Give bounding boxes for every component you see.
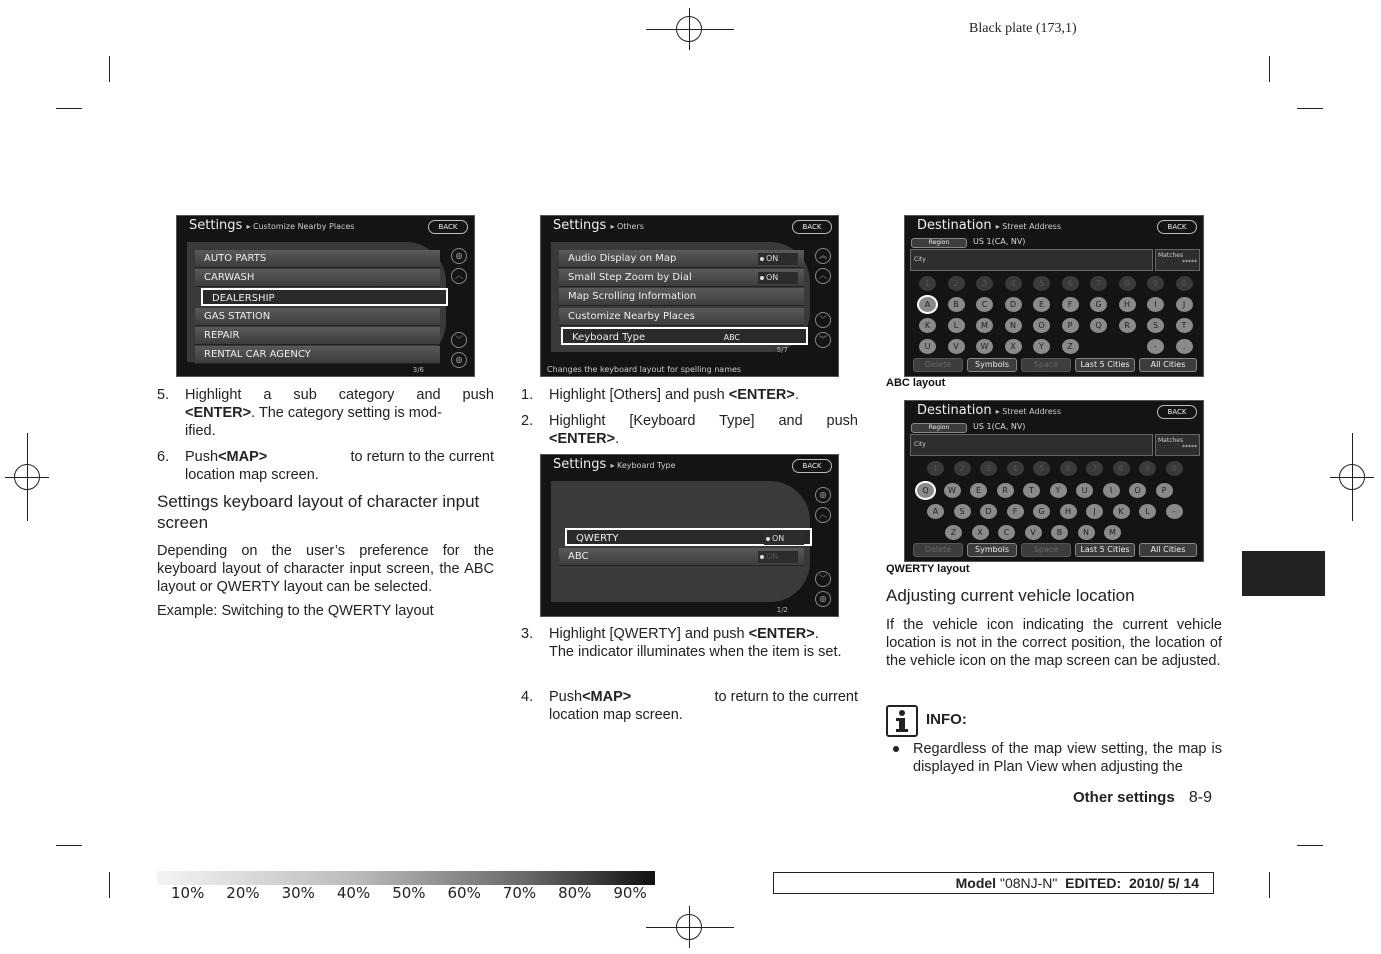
key-row1-8[interactable]: O <box>1129 483 1146 498</box>
space-button[interactable]: Space <box>1021 358 1071 372</box>
step-6-text: Push <MAP> to return to the current location map screen. <box>185 449 494 483</box>
key-digits-9[interactable]: 0 <box>1166 461 1183 476</box>
section-footer <box>1073 789 1212 807</box>
region-button[interactable]: Region <box>911 423 967 433</box>
crop-mark <box>1297 108 1323 109</box>
scroll-up-icon[interactable]: ︿ <box>815 507 831 523</box>
scroll-top-icon[interactable]: ◎ <box>451 248 467 264</box>
key-digits-4[interactable]: 5 <box>1033 461 1050 476</box>
key-row2-8[interactable]: S <box>1147 318 1164 333</box>
screen-title: Settings ▸ Keyboard Type <box>553 457 676 472</box>
key-digits-3[interactable]: 4 <box>1007 461 1024 476</box>
page-number: 8-9 <box>1188 789 1212 806</box>
percent-label: 30% <box>281 884 315 902</box>
symbols-button[interactable]: Symbols <box>967 543 1017 557</box>
percent-label: 20% <box>226 884 260 902</box>
on-indicator: ON <box>758 253 798 265</box>
back-button[interactable]: BACK <box>1157 220 1197 234</box>
key-row3-6[interactable]: M <box>1104 525 1121 540</box>
crop-mark <box>109 56 110 82</box>
key-row2-4[interactable]: O <box>1033 318 1050 333</box>
screen-title: Destination ▸ Street Address <box>917 403 1062 418</box>
registration-circle <box>676 914 702 940</box>
key-row2-0[interactable]: A <box>927 504 944 519</box>
step-number: 4. <box>521 689 534 705</box>
key-row2-7[interactable]: K <box>1113 504 1130 519</box>
key-row1-2[interactable]: E <box>970 483 987 498</box>
city-input[interactable] <box>910 434 1153 456</box>
step-5-text: Highlight a sub category and push <ENTER>. The category setting is mod- ified. <box>185 387 494 439</box>
info-label: INFO: <box>926 711 967 728</box>
step-number: 6. <box>157 449 170 465</box>
menu-item-dealership[interactable]: DEALERSHIP <box>201 288 448 306</box>
key-digits-2[interactable]: 3 <box>976 276 993 291</box>
registration-circle <box>1339 464 1365 490</box>
delete-button[interactable]: Delete <box>913 543 963 557</box>
on-indicator: ON <box>764 533 804 545</box>
key-digits-2[interactable]: 3 <box>980 461 997 476</box>
qwerty-keyboard-screen <box>904 400 1204 562</box>
menu-item-map-scrolling-info[interactable]: Map Scrolling Information <box>559 288 804 306</box>
key-digits-7[interactable]: 8 <box>1113 461 1130 476</box>
key-row1-1[interactable]: B <box>948 297 965 312</box>
key-row2-6[interactable]: J <box>1086 504 1103 519</box>
key-row3-2[interactable]: W <box>976 339 993 354</box>
key-row2-0[interactable]: K <box>919 318 936 333</box>
key-digits-6[interactable]: 7 <box>1090 276 1107 291</box>
screen-title: Settings ▸ Others <box>553 218 644 233</box>
step-2-text: Highlight [Keyboard Type] and push <ENTER>. <box>549 413 858 447</box>
symbols-button[interactable]: Symbols <box>967 358 1017 372</box>
screen-title: Settings ▸ Customize Nearby Places <box>189 218 355 233</box>
key-digits-3[interactable]: 4 <box>1005 276 1022 291</box>
key-digits-0[interactable]: 1 <box>927 461 944 476</box>
key-row3-5[interactable]: N <box>1078 525 1095 540</box>
section-paragraph: Depending on the user’s preference for the keyboard layout of character input screen, the ABC layout or QWERTY layout can be selected. <box>157 543 494 595</box>
menu-item-audio-display[interactable]: Audio Display on Map ON <box>559 250 804 268</box>
key-digits-4[interactable]: 5 <box>1033 276 1050 291</box>
scroll-up-icon[interactable]: ︿ <box>451 268 467 284</box>
matches-box: Matches ***** <box>1155 249 1200 271</box>
region-value: US 1(CA, NV) <box>973 422 1026 431</box>
crop-mark <box>1269 872 1270 898</box>
scroll-up-icon[interactable]: ︿ <box>815 268 831 284</box>
settings-nearby-places-screen <box>176 215 475 377</box>
qwerty-layout-caption: QWERTY layout <box>886 563 970 575</box>
back-button[interactable]: BACK <box>428 220 468 234</box>
step-number: 1. <box>521 387 534 403</box>
key-row2-2[interactable]: M <box>976 318 993 333</box>
crop-mark <box>56 845 82 846</box>
back-button[interactable]: BACK <box>792 220 832 234</box>
registration-circle <box>14 464 40 490</box>
key-row3-0[interactable]: Z <box>945 525 962 540</box>
key-row3-3[interactable]: X <box>1005 339 1022 354</box>
key-row2-1[interactable]: L <box>948 318 965 333</box>
key-row1-0[interactable]: A <box>919 297 936 312</box>
percent-label: 50% <box>392 884 426 902</box>
key-row1-8[interactable]: I <box>1147 297 1164 312</box>
menu-item-repair[interactable]: REPAIR <box>195 327 440 345</box>
key-row1-0[interactable]: Q <box>917 483 934 498</box>
menu-item-customize-nearby[interactable]: Customize Nearby Places <box>559 308 804 326</box>
all-cities-button[interactable]: All Cities <box>1139 543 1197 557</box>
key-row1-5[interactable]: Y <box>1050 483 1067 498</box>
key-row3-0[interactable]: U <box>919 339 936 354</box>
key-digits-8[interactable]: 9 <box>1139 461 1156 476</box>
screen-title: Destination ▸ Street Address <box>917 218 1062 233</box>
menu-item-qwerty[interactable]: QWERTY ON <box>565 528 812 546</box>
percent-label: 60% <box>447 884 481 902</box>
key-row3-4[interactable]: B <box>1051 525 1068 540</box>
key-row1-5[interactable]: F <box>1062 297 1079 312</box>
key-row1-4[interactable]: E <box>1033 297 1050 312</box>
page-indicator: 1/2 <box>776 606 788 614</box>
scroll-top-icon[interactable]: ◎ <box>815 487 831 503</box>
key-row1-1[interactable]: W <box>944 483 961 498</box>
key-row2-5[interactable]: H <box>1060 504 1077 519</box>
key-row2-6[interactable]: Q <box>1090 318 1107 333</box>
example-text: Example: Switching to the QWERTY layout <box>157 603 434 619</box>
crop-mark <box>1297 845 1323 846</box>
scroll-bottom-icon[interactable]: ◎ <box>815 591 831 607</box>
key-digits-1[interactable]: 2 <box>954 461 971 476</box>
scroll-top-icon[interactable]: ︽ <box>815 248 831 264</box>
step-number: 2. <box>521 413 534 429</box>
key-row2-9[interactable]: - <box>1166 504 1183 519</box>
section-name: Other settings <box>1073 789 1175 806</box>
last-5-cities-button[interactable]: Last 5 Cities <box>1075 543 1135 557</box>
step-number: 5. <box>157 387 170 403</box>
bullet-icon <box>893 746 899 752</box>
key-row2-4[interactable]: G <box>1033 504 1050 519</box>
key-row3-2[interactable]: C <box>998 525 1015 540</box>
page-indicator: 3/6 <box>412 366 424 374</box>
registration-circle <box>676 16 702 42</box>
keyboard-type-value: ABC <box>723 333 740 342</box>
step-4-text: Push <MAP> to return to the current location map screen. <box>549 689 858 723</box>
all-cities-button[interactable]: All Cities <box>1139 358 1197 372</box>
scroll-down-icon[interactable]: ﹀ <box>815 312 831 328</box>
on-indicator: ON <box>758 272 798 284</box>
key-digits-5[interactable]: 6 <box>1060 461 1077 476</box>
key-row3-3[interactable]: V <box>1025 525 1042 540</box>
key-row3-9[interactable]: . <box>1176 339 1193 354</box>
percent-label: 10% <box>171 884 205 902</box>
key-digits-6[interactable]: 7 <box>1086 461 1103 476</box>
plate-label: Black plate (173,1) <box>969 21 1077 36</box>
percent-label: 40% <box>336 884 371 902</box>
menu-item-small-step-zoom[interactable]: Small Step Zoom by Dial ON <box>559 269 804 287</box>
key-row3-1[interactable]: V <box>948 339 965 354</box>
step-number: 3. <box>521 626 534 642</box>
key-digits-8[interactable]: 9 <box>1147 276 1164 291</box>
step-1-text: Highlight [Others] and push <ENTER>. <box>549 387 799 403</box>
percent-label: 70% <box>502 884 537 902</box>
key-digits-7[interactable]: 8 <box>1119 276 1136 291</box>
on-indicator: ON <box>758 551 798 563</box>
matches-box: Matches ***** <box>1155 434 1200 456</box>
page-indicator: 5/7 <box>776 346 788 354</box>
back-button[interactable]: BACK <box>792 459 832 473</box>
key-row2-1[interactable]: S <box>954 504 971 519</box>
section-paragraph: If the vehicle icon indicating the current vehicle location is not in the correct position, the location of the vehicle icon on the map screen can be adjusted. <box>886 617 1222 669</box>
abc-keyboard-screen <box>904 215 1204 377</box>
scroll-down-icon[interactable]: ﹀ <box>451 332 467 348</box>
space-button[interactable]: Space <box>1021 543 1071 557</box>
scroll-bottom-icon[interactable]: ◎ <box>451 352 467 368</box>
gray-scale-bar <box>157 871 655 885</box>
info-icon <box>886 705 918 737</box>
menu-item-rental-car-agency[interactable]: RENTAL CAR AGENCY <box>195 346 440 364</box>
percent-label: 80% <box>558 884 592 902</box>
help-text: Changes the keyboard layout for spelling names <box>547 365 742 374</box>
key-row2-3[interactable]: F <box>1007 504 1024 519</box>
crop-mark <box>56 108 82 109</box>
key-row1-9[interactable]: P <box>1156 483 1173 498</box>
key-digits-5[interactable]: 6 <box>1062 276 1079 291</box>
city-label: City <box>914 441 926 448</box>
settings-keyboard-type-screen <box>540 454 839 617</box>
key-row1-3[interactable]: D <box>1005 297 1022 312</box>
menu-item-carwash[interactable]: CARWASH <box>195 269 440 287</box>
delete-button[interactable]: Delete <box>913 358 963 372</box>
key-row2-3[interactable]: N <box>1005 318 1022 333</box>
menu-item-abc[interactable]: ABC ON <box>559 548 804 566</box>
key-row2-7[interactable]: R <box>1119 318 1136 333</box>
menu-item-keyboard-type[interactable]: Keyboard Type ABC <box>561 327 808 345</box>
region-button[interactable]: Region <box>911 238 967 248</box>
info-bullet-text: Regardless of the map view setting, the map is displayed in Plan View when adjusting the <box>913 741 1222 775</box>
key-row1-9[interactable]: J <box>1176 297 1193 312</box>
key-row2-5[interactable]: P <box>1062 318 1079 333</box>
key-row1-6[interactable]: G <box>1090 297 1107 312</box>
step-3-text: Highlight [QWERTY] and push <ENTER>. The indicator illuminates when the item is set. <box>549 626 842 660</box>
last-5-cities-button[interactable]: Last 5 Cities <box>1075 358 1135 372</box>
scroll-down-icon[interactable]: ﹀ <box>815 571 831 587</box>
key-digits-9[interactable]: 0 <box>1176 276 1193 291</box>
abc-layout-caption: ABC layout <box>886 377 946 389</box>
key-row1-3[interactable]: R <box>997 483 1014 498</box>
key-digits-0[interactable]: 1 <box>919 276 936 291</box>
key-row3-5[interactable]: Z <box>1062 339 1079 354</box>
menu-item-gas-station[interactable]: GAS STATION <box>195 308 440 326</box>
city-input[interactable] <box>910 249 1153 271</box>
scroll-bottom-icon[interactable]: ︾ <box>815 332 831 348</box>
key-row1-6[interactable]: U <box>1076 483 1093 498</box>
key-row3-8[interactable]: - <box>1147 339 1164 354</box>
crop-mark <box>109 872 110 898</box>
key-row2-2[interactable]: D <box>980 504 997 519</box>
key-row1-2[interactable]: C <box>976 297 993 312</box>
region-value: US 1(CA, NV) <box>973 237 1026 246</box>
crop-mark <box>1269 56 1270 82</box>
key-row3-4[interactable]: Y <box>1033 339 1050 354</box>
section-heading: Settings keyboard layout of character input screen <box>157 492 480 532</box>
percent-label: 90% <box>613 884 647 902</box>
key-row1-4[interactable]: T <box>1023 483 1040 498</box>
city-label: City <box>914 256 926 263</box>
key-row2-9[interactable]: T <box>1176 318 1193 333</box>
menu-item-auto-parts[interactable]: AUTO PARTS <box>195 250 440 268</box>
key-row1-7[interactable]: H <box>1119 297 1136 312</box>
settings-others-screen <box>540 215 839 377</box>
chapter-tab <box>1242 551 1325 596</box>
section-heading: Adjusting current vehicle location <box>886 586 1135 605</box>
key-digits-1[interactable]: 2 <box>948 276 965 291</box>
key-row3-1[interactable]: X <box>972 525 989 540</box>
key-row2-8[interactable]: L <box>1139 504 1156 519</box>
back-button[interactable]: BACK <box>1157 405 1197 419</box>
model-box: Model "08NJ-N" EDITED: 2010/ 5/ 14 <box>773 872 1214 894</box>
key-row1-7[interactable]: I <box>1103 483 1120 498</box>
